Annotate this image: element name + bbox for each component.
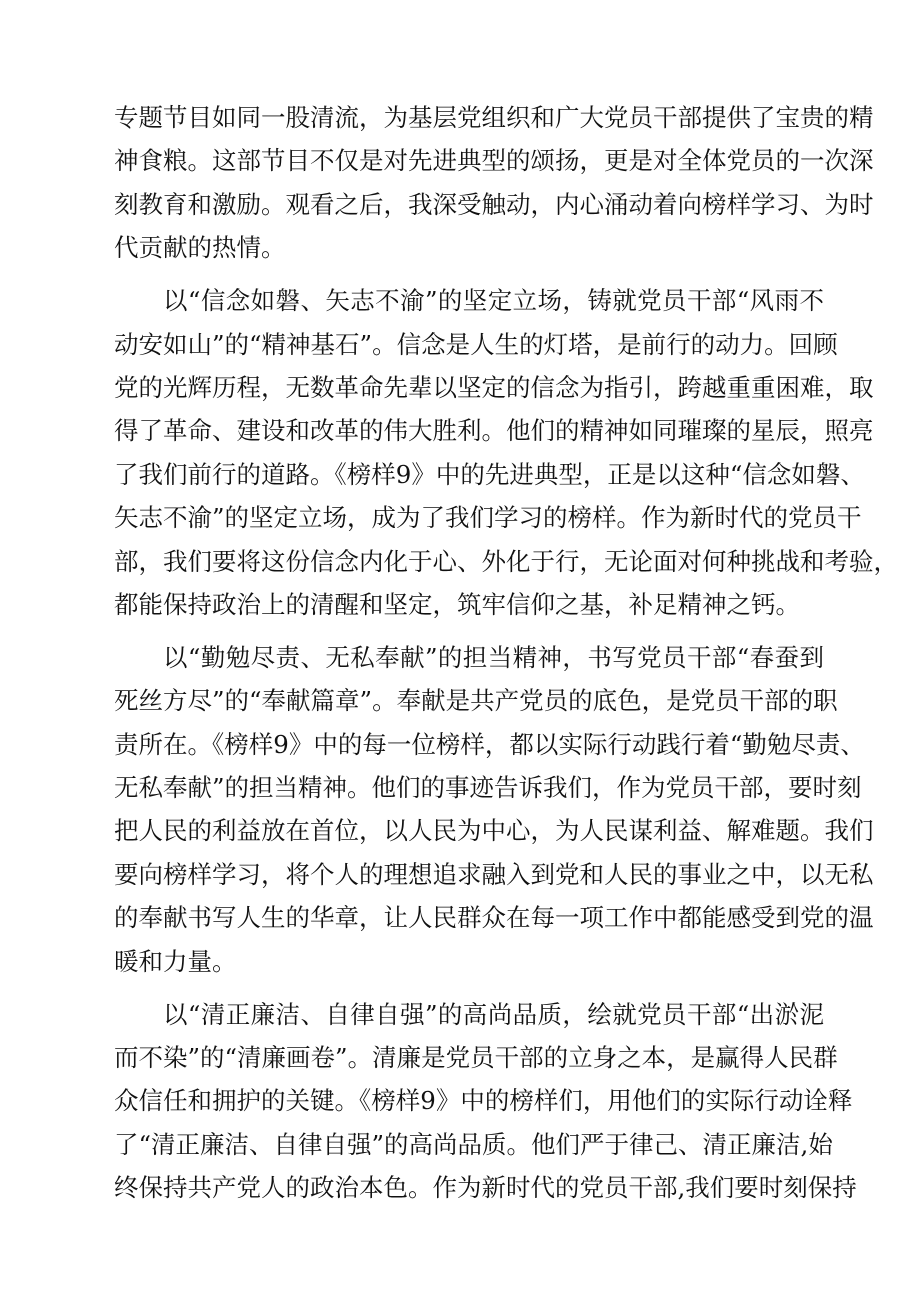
paragraph-spacer <box>114 270 824 280</box>
text-line: 的奉献书写人生的华章，让人民群众在每一项工作中都能感受到党的温 <box>114 903 874 933</box>
text-line: 以“勤勉尽责、无私奉献”的担当精神，书写党员干部“春蚕到 <box>163 642 824 672</box>
text-line: 责所在。《榜样9》中的每一位榜样，都以实际行动践行着“勤勉尽责、 <box>114 729 865 759</box>
paragraph-dedication <box>114 636 874 983</box>
paragraph-spacer <box>114 626 824 636</box>
text-line: 要向榜样学习，将个人的理想追求融入到党和人民的事业之中，以无私 <box>114 859 874 889</box>
text-line: 而不染”的“清廉画卷”。清廉是党员干部的立身之本，是赢得人民群 <box>114 1042 838 1072</box>
text-line: 把人民的利益放在首位，以人民为中心，为人民谋利益、解难题。我们 <box>114 816 874 846</box>
paragraph-belief <box>114 279 898 626</box>
text-line: 得了革命、建设和改革的伟大胜利。他们的精神如同璀璨的星辰，照亮 <box>114 416 874 446</box>
text-line: 众信任和拥护的关键。《榜样9》中的榜样们，用他们的实际行动诠释 <box>114 1086 853 1116</box>
text-line: 暖和力量。 <box>114 946 237 976</box>
text-line: 都能保持政治上的清醒和坚定，筑牢信仰之基，补足精神之钙。 <box>114 589 800 619</box>
text-line: 刻教育和激励。观看之后，我深受触动，内心涌动着向榜样学习、为时 <box>114 189 874 219</box>
text-line: 无私奉献”的担当精神。他们的事迹告诉我们，作为党员干部，要时刻 <box>114 773 862 803</box>
paragraph-integrity <box>114 993 857 1210</box>
text-line: 了我们前行的道路。《榜样9》中的先进典型，正是以这种“信念如磐、 <box>114 459 865 489</box>
text-line: 终保持共产党人的政治本色。作为新时代的党员干部,我们要时刻保持 <box>114 1173 857 1203</box>
text-line: 专题节目如同一股清流，为基层党组织和广大党员干部提供了宝贵的精 <box>114 103 874 132</box>
text-line: 了“清正廉洁、自律自强”的高尚品质。他们严于律己、清正廉洁,始 <box>114 1129 833 1159</box>
text-line: 神食粮。这部节目不仅是对先进典型的颂扬，更是对全体党员的一次深 <box>114 146 874 176</box>
paragraph-spacer <box>114 983 824 993</box>
text-line: 部，我们要将这份信念内化于心、外化于行，无论面对何种挑战和考验， <box>114 546 898 576</box>
text-line: 矢志不渝”的坚定立场，成为了我们学习的榜样。作为新时代的党员干 <box>114 503 862 533</box>
document-body <box>114 96 898 1210</box>
text-line: 党的光辉历程，无数革命先辈以坚定的信念为指引，跨越重重困难，取 <box>114 372 874 402</box>
text-line: 动安如山”的“精神基石”。信念是人生的灯塔，是前行的动力。回顾 <box>114 329 838 359</box>
text-line: 以“清正廉洁、自律自强”的高尚品质，绘就党员干部“出淤泥 <box>163 999 824 1029</box>
text-line: 代贡献的热情。 <box>114 233 286 263</box>
text-line: 以“信念如磐、矢志不渝”的坚定立场，铸就党员干部“风雨不 <box>163 286 824 316</box>
paragraph-intro <box>114 96 874 270</box>
text-line: 死丝方尽”的“奉献篇章”。奉献是共产党员的底色，是党员干部的职 <box>114 686 838 716</box>
